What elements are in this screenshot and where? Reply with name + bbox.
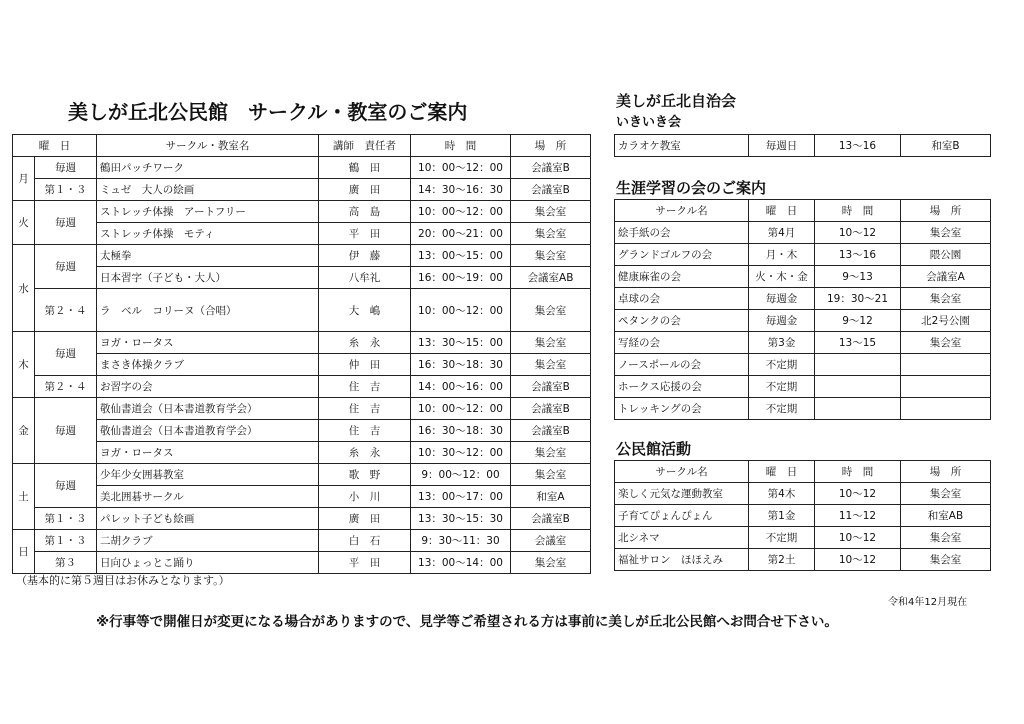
header-time: 時 間: [815, 200, 901, 222]
circle-name: 福祉サロン ほほえみ: [615, 549, 749, 571]
circle-name: ヨガ・ロータス: [97, 442, 319, 464]
time: 13：00〜14：00: [411, 552, 511, 574]
as-of-date: 令和4年12月現在: [888, 597, 968, 608]
circle-name: ストレッチ体操 アートフリー: [97, 201, 319, 223]
header-place: 場 所: [901, 461, 991, 483]
table-row: [13, 486, 591, 508]
table-row: [615, 244, 991, 266]
frequency: 第２・４: [35, 376, 97, 398]
circle-name: ラ ベル コリーヌ（合唱）: [97, 289, 319, 332]
table-row: [13, 508, 591, 530]
place: 和室B: [901, 135, 991, 157]
time: [815, 398, 901, 420]
place: 和室A: [511, 486, 591, 508]
frequency: 第１・３: [35, 508, 97, 530]
day: 不定期: [749, 376, 815, 398]
place: 和室AB: [901, 505, 991, 527]
time: 13〜16: [815, 244, 901, 266]
circle-name: 二胡クラブ: [97, 530, 319, 552]
header-time: 時 間: [411, 135, 511, 157]
table-row: [615, 376, 991, 398]
time: 13〜15: [815, 332, 901, 354]
teacher: 歌 野: [319, 464, 411, 486]
circle-name: パレット子ども絵画: [97, 508, 319, 530]
table-header-row: [615, 461, 991, 483]
circle-name: お習字の会: [97, 376, 319, 398]
table-row: [615, 266, 991, 288]
table-row: [615, 310, 991, 332]
table-row: [615, 398, 991, 420]
place: 会議室B: [511, 508, 591, 530]
table-header-row: [13, 135, 591, 157]
place: 会議室A: [901, 266, 991, 288]
header-day: 曜 日: [749, 461, 815, 483]
table-row: [615, 354, 991, 376]
frequency: 第２・４: [35, 289, 97, 332]
time: 10〜12: [815, 483, 901, 505]
place: 会議室AB: [511, 267, 591, 289]
place: 集会室: [511, 332, 591, 354]
circle-name: 日本習字（子ども・大人）: [97, 267, 319, 289]
circle-name: 美北囲碁サークル: [97, 486, 319, 508]
circle-name: カラオケ教室: [615, 135, 749, 157]
teacher: 八牟礼: [319, 267, 411, 289]
teacher: 鶴 田: [319, 157, 411, 179]
header-name: サークル名: [615, 461, 749, 483]
day-sunday: 日: [13, 530, 35, 574]
day-tuesday: 火: [13, 201, 35, 245]
table-row: [13, 464, 591, 486]
place: 集会室: [511, 223, 591, 245]
header-name: サークル・教室名: [97, 135, 319, 157]
place: 会議室: [511, 530, 591, 552]
time: 13：00〜17：00: [411, 486, 511, 508]
teacher: 糸 永: [319, 332, 411, 354]
day: 第4月: [749, 222, 815, 244]
circle-name: 楽しく元気な運動教室: [615, 483, 749, 505]
teacher: 廣 田: [319, 508, 411, 530]
frequency: 第１・３: [35, 530, 97, 552]
day: 不定期: [749, 354, 815, 376]
time: 9：30〜11：30: [411, 530, 511, 552]
place: [901, 376, 991, 398]
time: 11〜12: [815, 505, 901, 527]
time: 9〜12: [815, 310, 901, 332]
time: 14：30〜16：30: [411, 179, 511, 201]
time: [815, 354, 901, 376]
table-row: [13, 530, 591, 552]
time: 19：30〜21: [815, 288, 901, 310]
table-row: [13, 267, 591, 289]
day: 火・木・金: [749, 266, 815, 288]
closure-note: （基本的に第５週目はお休みとなります。）: [16, 574, 230, 587]
place: 集会室: [901, 527, 991, 549]
teacher: 住 吉: [319, 376, 411, 398]
place: 会議室B: [511, 376, 591, 398]
time: 13：00〜15：00: [411, 245, 511, 267]
place: 北2号公園: [901, 310, 991, 332]
circle-name: 少年少女囲碁教室: [97, 464, 319, 486]
place: 会議室B: [511, 157, 591, 179]
table-row: [13, 332, 591, 354]
table-row: [615, 135, 991, 157]
page-title: 美しが丘北公民館 サークル・教室のご案内: [68, 100, 468, 124]
table-row: [615, 483, 991, 505]
circle-name: 敬仙書道会（日本書道教育学会）: [97, 420, 319, 442]
circle-name: トレッキングの会: [615, 398, 749, 420]
circle-name: 鶴田パッチワーク: [97, 157, 319, 179]
teacher: 高 島: [319, 201, 411, 223]
teacher: 住 吉: [319, 420, 411, 442]
day: 不定期: [749, 398, 815, 420]
teacher: 小 川: [319, 486, 411, 508]
day: 毎週金: [749, 288, 815, 310]
time: 16：00〜19：00: [411, 267, 511, 289]
table-row: [13, 420, 591, 442]
table-row: [615, 549, 991, 571]
time: 10：00〜12：00: [411, 398, 511, 420]
day-monday: 月: [13, 157, 35, 201]
header-place: 場 所: [511, 135, 591, 157]
circle-name: 健康麻雀の会: [615, 266, 749, 288]
place: 集会室: [511, 289, 591, 332]
day: 月・木: [749, 244, 815, 266]
jichikai-table: [614, 134, 991, 157]
teacher: 大 嶋: [319, 289, 411, 332]
teacher: 平 田: [319, 223, 411, 245]
teacher: 仲 田: [319, 354, 411, 376]
table-row: [615, 332, 991, 354]
circle-name: 絵手紙の会: [615, 222, 749, 244]
time: 10〜12: [815, 527, 901, 549]
place: 集会室: [901, 332, 991, 354]
header-name: サークル名: [615, 200, 749, 222]
table-row: [615, 288, 991, 310]
place: [901, 354, 991, 376]
shogai-title: 生涯学習の会のご案内: [616, 179, 767, 197]
table-header-row: [615, 200, 991, 222]
table-row: [13, 201, 591, 223]
jichikai-title: 美しが丘北自治会: [616, 92, 737, 110]
circle-name: 太極拳: [97, 245, 319, 267]
place: 集会室: [901, 222, 991, 244]
day-saturday: 土: [13, 464, 35, 530]
time: 10：00〜12：00: [411, 289, 511, 332]
table-row: [13, 354, 591, 376]
table-row: [13, 376, 591, 398]
place: 会議室B: [511, 420, 591, 442]
jichikai-subtitle: いきいき会: [616, 115, 682, 130]
time: 13〜16: [815, 135, 901, 157]
frequency: 毎週: [35, 201, 97, 245]
header-teacher: 講師 責任者: [319, 135, 411, 157]
header-day: 曜 日: [13, 135, 97, 157]
place: 集会室: [901, 483, 991, 505]
frequency: 毎週: [35, 398, 97, 464]
time: 9〜13: [815, 266, 901, 288]
table-row: [13, 157, 591, 179]
day-wednesday: 水: [13, 245, 35, 332]
day-friday: 金: [13, 398, 35, 464]
circle-name: ペタンクの会: [615, 310, 749, 332]
time: 14：00〜16：00: [411, 376, 511, 398]
day: 不定期: [749, 527, 815, 549]
time: 10〜12: [815, 222, 901, 244]
circle-name: ミュゼ 大人の絵画: [97, 179, 319, 201]
place: 集会室: [511, 442, 591, 464]
time: 13：30〜15：00: [411, 332, 511, 354]
circle-name: 北シネマ: [615, 527, 749, 549]
place: 集会室: [511, 201, 591, 223]
circle-name: グランドゴルフの会: [615, 244, 749, 266]
header-place: 場 所: [901, 200, 991, 222]
header-day: 曜 日: [749, 200, 815, 222]
day: 第4木: [749, 483, 815, 505]
table-row: [615, 505, 991, 527]
place: 集会室: [511, 245, 591, 267]
footer-notice: ※行事等で開催日が変更になる場合がありますので、見学等ご希望される方は事前に美しが丘北公民館へお問合せ下さい。: [96, 614, 838, 630]
circle-name: まさき体操クラブ: [97, 354, 319, 376]
day: 第3金: [749, 332, 815, 354]
frequency: 毎週: [35, 464, 97, 508]
day-thursday: 木: [13, 332, 35, 398]
table-row: [13, 552, 591, 574]
place: 隈公園: [901, 244, 991, 266]
place: 集会室: [901, 549, 991, 571]
header-time: 時 間: [815, 461, 901, 483]
place: 集会室: [511, 354, 591, 376]
table-row: [615, 222, 991, 244]
circle-name: ホークス応援の会: [615, 376, 749, 398]
circle-name: ノースポールの会: [615, 354, 749, 376]
place: 集会室: [511, 552, 591, 574]
time: [815, 376, 901, 398]
time: 10〜12: [815, 549, 901, 571]
circle-name: 写経の会: [615, 332, 749, 354]
frequency: 第１・３: [35, 179, 97, 201]
teacher: 伊 藤: [319, 245, 411, 267]
table-row: [13, 179, 591, 201]
place: 会議室B: [511, 398, 591, 420]
circle-name: 敬仙書道会（日本書道教育学会）: [97, 398, 319, 420]
place: 集会室: [901, 288, 991, 310]
time: 16：30〜18：30: [411, 354, 511, 376]
teacher: 白 石: [319, 530, 411, 552]
table-row: [13, 398, 591, 420]
table-row: [13, 223, 591, 245]
frequency: 毎週: [35, 332, 97, 376]
circle-name: 子育てぴょんぴょん: [615, 505, 749, 527]
circle-name: 日向ひょっとこ踊り: [97, 552, 319, 574]
table-row: [615, 527, 991, 549]
time: 10：00〜12：00: [411, 157, 511, 179]
circle-schedule-table: [12, 134, 591, 574]
place: 会議室B: [511, 179, 591, 201]
circle-name: ストレッチ体操 モティ: [97, 223, 319, 245]
circle-name: 卓球の会: [615, 288, 749, 310]
time: 13：30〜15：30: [411, 508, 511, 530]
frequency: 第３: [35, 552, 97, 574]
teacher: 平 田: [319, 552, 411, 574]
teacher: 廣 田: [319, 179, 411, 201]
day: 第1金: [749, 505, 815, 527]
frequency: 毎週: [35, 157, 97, 179]
table-row: [13, 289, 591, 332]
frequency: 毎週: [35, 245, 97, 289]
time: 9：00〜12：00: [411, 464, 511, 486]
time: 16：30〜18：30: [411, 420, 511, 442]
teacher: 糸 永: [319, 442, 411, 464]
day: 第2土: [749, 549, 815, 571]
place: 集会室: [511, 464, 591, 486]
table-row: [13, 245, 591, 267]
day: 毎週日: [749, 135, 815, 157]
kouminkan-table: [614, 460, 991, 571]
teacher: 住 吉: [319, 398, 411, 420]
time: 20：00〜21：00: [411, 223, 511, 245]
table-row: [13, 442, 591, 464]
circle-name: ヨガ・ロータス: [97, 332, 319, 354]
kouminkan-title: 公民館活動: [616, 440, 692, 458]
shogai-table: [614, 199, 991, 420]
place: [901, 398, 991, 420]
time: 10：30〜12：00: [411, 442, 511, 464]
day: 毎週金: [749, 310, 815, 332]
time: 10：00〜12：00: [411, 201, 511, 223]
